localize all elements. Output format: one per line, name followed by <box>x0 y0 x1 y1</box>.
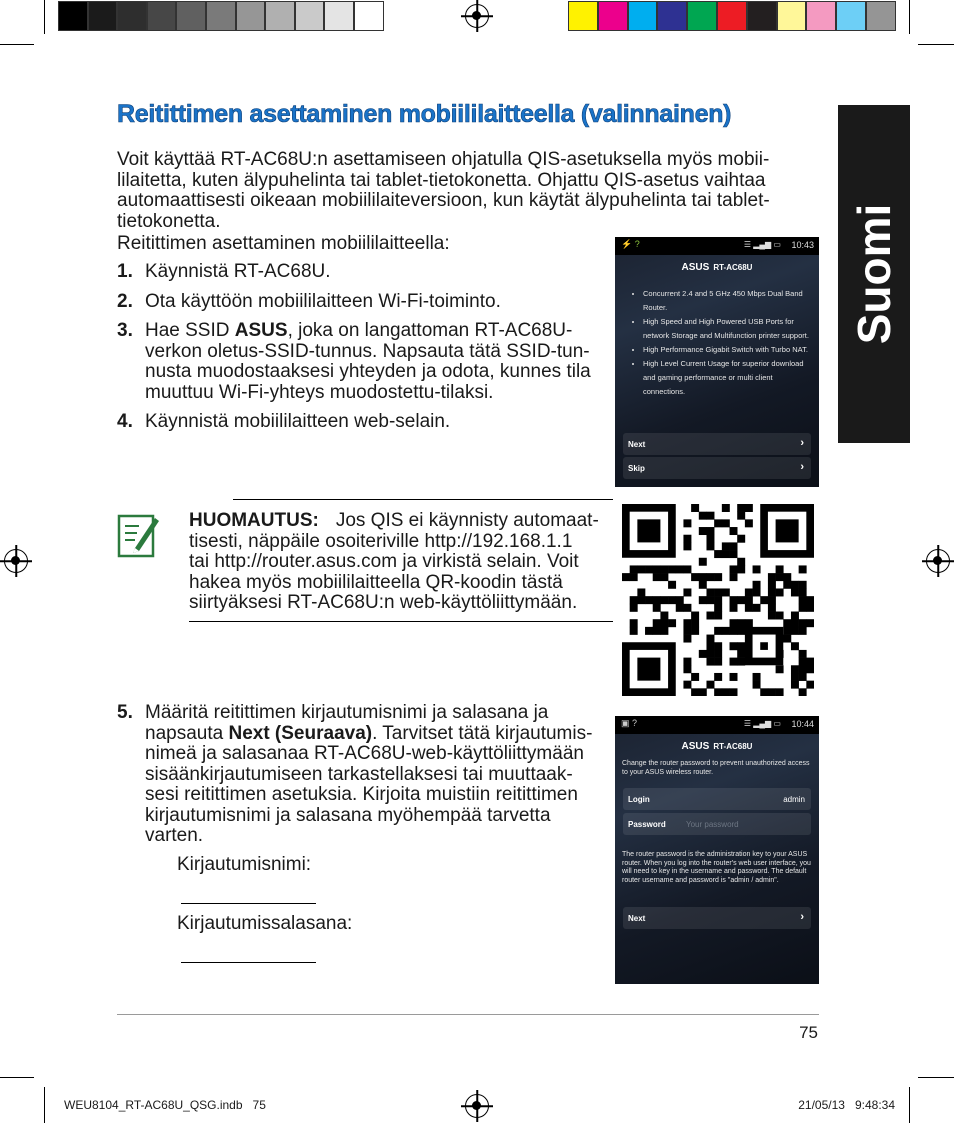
gray-swatch <box>117 1 147 31</box>
gray-swatch <box>88 1 118 31</box>
crop-mark <box>0 44 34 45</box>
note-text <box>189 511 614 614</box>
intro-line: tietokonetta. <box>117 210 221 232</box>
password-label: Kirjautumissalasana: <box>177 913 353 934</box>
step-number: 5. <box>117 702 133 723</box>
next-label: Next <box>628 914 646 923</box>
steps-list <box>117 262 617 433</box>
color-swatch <box>657 1 687 31</box>
registration-mark-icon <box>4 549 28 573</box>
print-timestamp: 21/05/13 9:48:34 <box>798 1098 895 1112</box>
status-bar <box>615 237 819 255</box>
color-swatch <box>598 1 628 31</box>
password-placeholder: Your password <box>686 820 739 829</box>
step-number: 4. <box>117 411 133 432</box>
color-swatch <box>568 1 598 31</box>
language-tab-label: Suomi <box>848 203 900 345</box>
status-bar <box>615 716 819 734</box>
intro-line: automaattisesti oikeaan mobiililaiteversioon, kun käytät älypuhelinta tai tablet- <box>117 190 770 211</box>
model-name: RT-AC68U <box>713 742 753 751</box>
qr-code-image <box>622 504 814 696</box>
skip-label: Skip <box>628 464 645 473</box>
gray-swatch <box>147 1 177 31</box>
registration-mark-icon <box>465 1094 489 1118</box>
login-label: Login <box>628 795 650 804</box>
color-swatch <box>806 1 836 31</box>
feature-item: • High Performance Gigabit Switch with Turbo NAT. <box>643 343 813 357</box>
crop-mark <box>44 0 45 34</box>
phone-brand <box>615 741 819 752</box>
brand-logo: ASUS <box>681 262 710 273</box>
gray-swatch <box>236 1 266 31</box>
step-text: Määritä reitittimen kirjautumisnimi ja salasana ja <box>145 702 549 723</box>
step-text: kirjautumisnimi ja salasana myöhempää tarvetta <box>145 804 551 826</box>
step-text: napsauta <box>145 722 229 744</box>
step-text: muuttuu Wi-Fi-yhteys muodostettu-tilaksi. <box>145 381 494 403</box>
crop-mark <box>918 44 954 45</box>
color-swatch <box>687 1 717 31</box>
step-text: , joka on langattoman RT-AC68U- <box>287 320 573 341</box>
step-text: nimeä ja salasanaa RT-AC68U-web-käyttöliittymään <box>145 743 584 764</box>
color-swatch <box>717 1 747 31</box>
password-write-line[interactable] <box>181 962 316 963</box>
step-text: . Tarvitset tätä kirjautumis- <box>372 722 593 744</box>
feature-item: • High Speed and High Powered USB Ports for network Storage and Multifunction printer support. <box>643 315 813 343</box>
note-pencil-icon <box>117 512 159 558</box>
print-file-name: WEU8104_RT-AC68U_QSG.indb 75 <box>64 1098 266 1112</box>
step-text: Käynnistä mobiililaitteen web-selain. <box>145 411 451 432</box>
step-text: varten. <box>145 825 204 846</box>
phone-brand <box>615 262 819 273</box>
page-number: 75 <box>799 1023 818 1042</box>
gray-swatch <box>265 1 295 31</box>
chevron-right-icon: › <box>800 911 804 923</box>
crop-mark <box>909 0 910 34</box>
registration-mark-icon <box>926 549 950 573</box>
step-1 <box>117 262 617 283</box>
gray-swatch <box>324 1 354 31</box>
next-button[interactable] <box>623 907 811 929</box>
next-reference: Next (Seuraava) <box>228 722 373 744</box>
model-name: RT-AC68U <box>713 263 753 272</box>
note-line: tai http://router.asus.com ja virkistä selain. Voit <box>189 551 579 572</box>
intro-lead: Reitittimen asettaminen mobiililaitteella: <box>117 233 450 254</box>
username-write-line[interactable] <box>181 903 316 904</box>
note-bottom-rule <box>189 621 613 622</box>
brand-logo: ASUS <box>681 741 710 752</box>
notification-icons: ⚡ ? <box>621 239 640 249</box>
step-text: verkon oletus-SSID-tunnus. Napsauta tätä SSID-tun- <box>145 340 590 362</box>
step-number: 3. <box>117 320 133 341</box>
feature-item: • Concurrent 2.4 and 5 GHz 450 Mbps Dual Band Router. <box>643 287 813 315</box>
phone-screenshot-welcome <box>615 237 819 487</box>
username-label: Kirjautumisnimi: <box>177 854 312 875</box>
clock: 10:44 <box>791 719 814 729</box>
phone-screenshot-login <box>615 716 819 984</box>
crop-mark <box>909 1087 910 1123</box>
clock: 10:43 <box>791 240 814 250</box>
step-2 <box>117 292 617 313</box>
gray-swatch <box>295 1 325 31</box>
next-button[interactable] <box>623 433 811 455</box>
qr-code[interactable] <box>622 504 814 696</box>
password-field[interactable] <box>623 813 811 835</box>
next-label: Next <box>628 440 646 449</box>
footer-rule <box>117 1014 819 1015</box>
step-5 <box>117 703 617 847</box>
registration-mark-icon <box>465 4 489 28</box>
chevron-right-icon: › <box>800 461 804 473</box>
password-field-label: Password <box>628 820 666 829</box>
password-info: The router password is the administration key to your ASUS router. When you log into the router's web user interface, you will need to key in the username and password. The default router username and password is "admin / admin". <box>622 851 811 885</box>
color-swatch <box>866 1 896 31</box>
step-4 <box>117 412 617 433</box>
page-title: Reitittimen asettaminen mobiililaitteella (valinnainen) <box>117 100 732 128</box>
color-swatch <box>628 1 658 31</box>
signal-icon: ☰ ▂▄▆ ▭ <box>743 719 781 728</box>
step-number: 2. <box>117 290 133 312</box>
chevron-right-icon: › <box>800 437 804 449</box>
crop-mark <box>0 1077 34 1078</box>
crop-mark <box>44 1087 45 1123</box>
feature-item: • High Level Current Usage for superior download and gaming performance or multi client connections. <box>643 357 813 399</box>
notification-icons: ▣ ? <box>621 718 638 728</box>
password-intro: Change the router password to prevent unauthorized access to your ASUS wireless router. <box>622 760 810 776</box>
step-text: Ota käyttöön mobiililaitteen Wi-Fi-toiminto. <box>145 290 501 312</box>
note-line: tisesti, näppäile osoiteriville http://192.168.1.1 <box>189 530 573 552</box>
note-line: siirtyäksesi RT-AC68U:n web-käyttöliittymään. <box>189 592 578 613</box>
login-field[interactable] <box>623 788 811 810</box>
step-number: 1. <box>117 261 133 282</box>
gray-swatch <box>206 1 236 31</box>
step-text: sesi reitittimen asetuksia. Kirjoita muistiin reitittimen <box>145 784 578 805</box>
feature-list <box>633 287 813 399</box>
login-value: admin <box>783 795 805 804</box>
intro-line: Voit käyttää RT-AC68U:n asettamiseen ohjatulla QIS-asetuksella myös mobii- <box>117 149 770 170</box>
language-tab <box>838 105 910 443</box>
signal-icon: ☰ ▂▄▆ ▭ <box>743 240 781 249</box>
gray-swatch <box>176 1 206 31</box>
intro-line: lilaitetta, kuten älypuhelinta tai tablet-tietokonetta. Ohjattu QIS-asetus vaihtaa <box>117 169 766 191</box>
skip-button[interactable] <box>623 457 811 479</box>
step-text: nusta muodostaaksesi yhteyden ja odota, kunnes tila <box>145 361 591 382</box>
note-line: Jos QIS ei käynnisty automaat- <box>335 510 599 531</box>
color-swatch <box>747 1 777 31</box>
step-text: Hae SSID <box>145 320 235 341</box>
step-3 <box>117 321 617 403</box>
crop-mark <box>918 1077 954 1078</box>
note-top-rule <box>233 499 613 500</box>
step-text: sisäänkirjautumiseen tarkastellaksesi tai muuttaak- <box>145 763 573 785</box>
ssid-name: ASUS <box>234 320 288 341</box>
step-text: Käynnistä RT-AC68U. <box>145 261 331 282</box>
gray-swatch <box>58 1 88 31</box>
color-swatch <box>777 1 807 31</box>
note-label: HUOMAUTUS: <box>189 510 319 531</box>
note-line: hakea myös mobiililaitteella QR-koodin tästä <box>189 571 563 593</box>
gray-swatch <box>354 1 384 31</box>
color-swatch <box>836 1 866 31</box>
